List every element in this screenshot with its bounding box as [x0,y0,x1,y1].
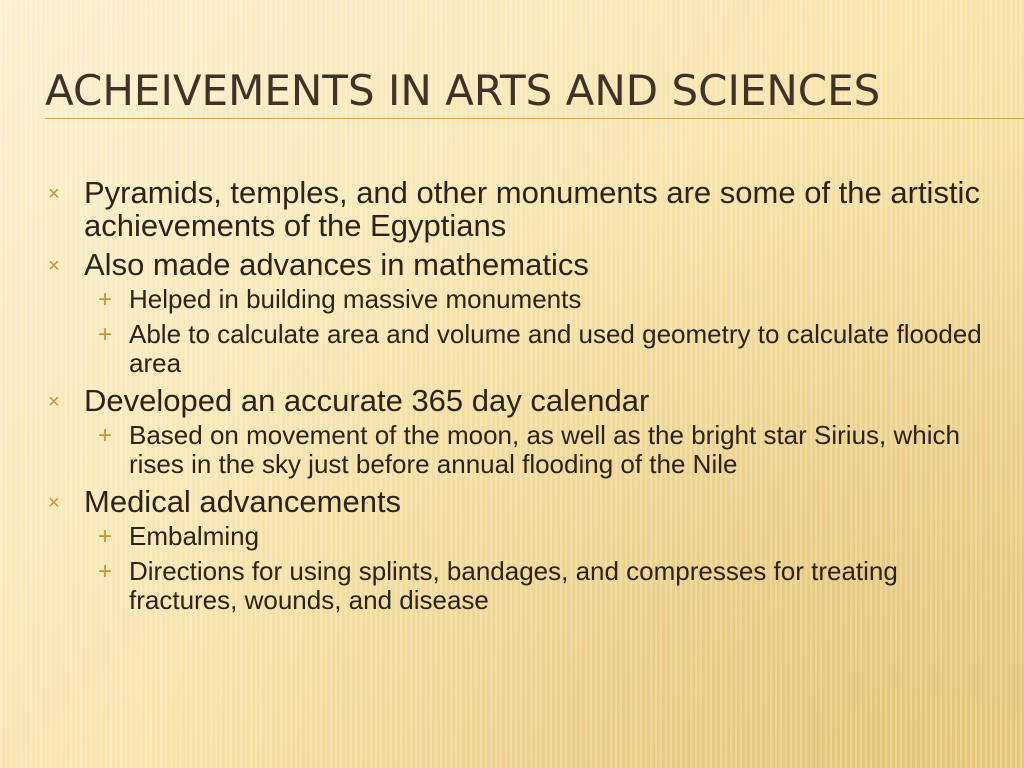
sub-bullet-text: Able to calculate area and volume and used geometry to calculate flooded area [129,319,982,378]
bullet-text: Medical advancements [84,484,402,519]
x-bullet-icon: × [48,255,60,277]
sub-bullet-item [84,522,998,551]
bullet-item [48,485,998,615]
sub-bullet-item [84,285,998,314]
slide-title: ACHEIVEMENTS IN ARTS AND SCIENCES [45,66,881,115]
sub-bullet-list [84,285,998,378]
sub-bullet-item [84,320,998,378]
x-bullet-icon: × [48,492,60,514]
sub-bullet-list [84,421,998,479]
sub-bullet-text: Directions for using splints, bandages, and compresses for treating fractures, wounds, and disease [129,556,898,615]
sub-bullet-text: Based on movement of the moon, as well as the bright star Sirius, which rises in the sky just before annual flooding of the Nile [129,420,960,479]
bullet-text: Pyramids, temples, and other monuments are some of the artistic achievements of the Egyptians [84,175,980,243]
bullet-item [48,176,998,242]
bullet-text: Developed an accurate 365 day calendar [84,383,650,418]
sub-bullet-text: Embalming [129,521,260,551]
sub-bullet-item [84,421,998,479]
x-bullet-icon: × [48,391,60,413]
sub-bullet-item [84,557,998,615]
bullet-item [48,248,998,378]
bullet-item [48,384,998,479]
title-underline [45,118,1024,119]
plus-bullet-icon: + [98,286,113,313]
bullet-text: Also made advances in mathematics [84,247,589,282]
bullet-list [48,176,998,615]
slide-content [48,176,998,621]
plus-bullet-icon: + [98,523,113,550]
plus-bullet-icon: + [98,558,113,585]
plus-bullet-icon: + [98,321,113,348]
sub-bullet-list [84,522,998,615]
x-bullet-icon: × [48,183,60,205]
sub-bullet-text: Helped in building massive monuments [129,284,582,314]
plus-bullet-icon: + [98,422,113,449]
